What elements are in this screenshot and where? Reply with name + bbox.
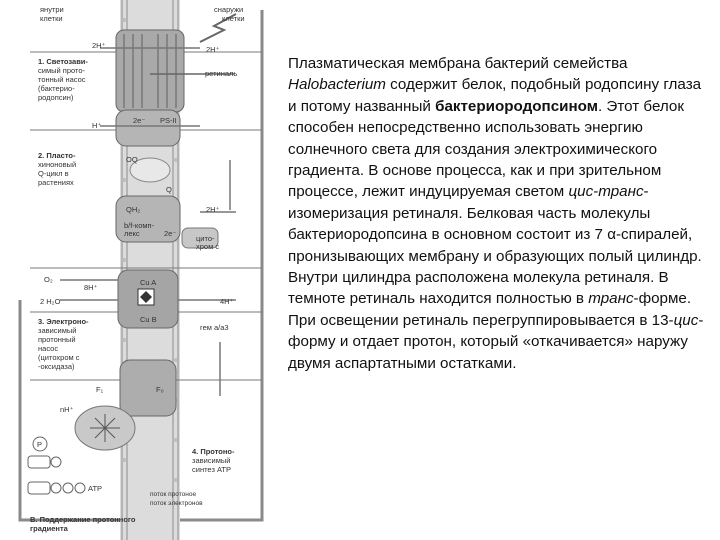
step3-label: 3. Электроно-: [38, 317, 89, 326]
svg-text:H⁺: H⁺: [92, 121, 102, 130]
svg-text:PS-II: PS-II: [160, 116, 177, 125]
svg-text:F₀: F₀: [156, 385, 164, 394]
svg-text:-оксидаза): -оксидаза): [38, 362, 75, 371]
svg-text:зависимый: зависимый: [192, 456, 231, 465]
svg-text:зависимый: зависимый: [38, 326, 77, 335]
svg-text:2e⁻: 2e⁻: [133, 116, 146, 125]
svg-text:F₁: F₁: [96, 385, 104, 394]
trans-term: транс: [588, 290, 634, 308]
svg-text:2 H₂O: 2 H₂O: [40, 297, 61, 306]
membrane-diagram: [0, 0, 285, 540]
svg-text:P: P: [37, 440, 43, 449]
svg-text:2H⁺: 2H⁺: [206, 45, 220, 54]
description-paragraph: Плазматическая мембрана бактерий семейства Halobacterium содержит белок, подобный родопсину глаза и потому названный бактериородопсином. Этот белок способен непосредственно использовать энергию солнечного света для создания электрохимического градиента. В основе процесса, как и при зрительном процессе, лежит индуцируемая светом цис-транс-изомеризация ретиналя. Белковая часть молекулы бактериородопсина в основном состоит из 7 α-спиралей, пронизывающих мембрану и образующих полый цилиндр. Внутри цилиндра расположена молекула ретиналя. В темноте ретиналь находится полностью в транс-форме. При освещении ретиналь перегруппировывается в 13-цис-форму и отдает протон, который «откачивается» наружу двумя аспартатными остатками.: [288, 55, 704, 372]
svg-text:Q-цикл в: Q-цикл в: [38, 169, 69, 178]
svg-text:(цитохром с: (цитохром с: [38, 353, 80, 362]
svg-text:тонный насос: тонный насос: [38, 75, 86, 84]
svg-text:насос: насос: [38, 344, 59, 353]
svg-text:хром с: хром с: [196, 242, 220, 251]
cis-trans-term: цис-транс: [568, 183, 644, 201]
svg-text:градиента: градиента: [30, 524, 68, 533]
svg-text:родопсин): родопсин): [38, 93, 74, 102]
bacteriorhodopsin-protein: [116, 30, 184, 112]
svg-text:QH₂: QH₂: [126, 205, 141, 214]
legend-electron-flow: поток электронов: [150, 500, 203, 507]
footer-label: B. Поддержание протонного: [30, 515, 136, 524]
svg-text:2H⁺: 2H⁺: [92, 41, 106, 50]
svg-text:клетки: клетки: [40, 14, 63, 23]
atp-synthase-fo: [120, 360, 176, 416]
svg-text:цито-: цито-: [196, 234, 215, 243]
step2-label: 2. Пласто-: [38, 151, 76, 160]
svg-text:ATP: ATP: [88, 484, 103, 493]
svg-text:хиноновый: хиноновый: [38, 160, 77, 169]
svg-text:O₂: O₂: [44, 275, 53, 284]
svg-text:Q: Q: [166, 185, 172, 194]
description-text: [288, 53, 713, 374]
svg-text:2H⁺: 2H⁺: [206, 205, 220, 214]
svg-text:симый прото-: симый прото-: [38, 66, 86, 75]
legend-proton-flow: поток протоное: [150, 491, 197, 498]
svg-text:гем a/a3: гем a/a3: [200, 323, 229, 332]
svg-text:(бактерио-: (бактерио-: [38, 84, 75, 93]
protein-name: бактериородопсином: [435, 97, 598, 115]
svg-text:растениях: растениях: [38, 178, 74, 187]
svg-text:клетки: клетки: [222, 14, 245, 23]
genus-name: Halobacterium: [288, 76, 386, 94]
svg-text:2e⁻: 2e⁻: [164, 229, 177, 238]
svg-text:OQ: OQ: [126, 155, 138, 164]
inside-cell-label: янутри: [40, 5, 64, 14]
svg-text:8H⁺: 8H⁺: [84, 283, 98, 292]
p-bead: [51, 457, 61, 467]
step4-label: 4. Протоно-: [192, 447, 235, 456]
svg-text:синтез АТР: синтез АТР: [192, 465, 231, 474]
svg-text:лекс: лекс: [124, 229, 140, 238]
cis-term: цис: [673, 311, 699, 329]
atp-icon: [28, 482, 50, 494]
svg-text:Cu B: Cu B: [140, 315, 157, 324]
outside-cell-label: снаружи: [214, 5, 244, 14]
adp-icon: [28, 456, 50, 468]
svg-text:b/f-комп-: b/f-комп-: [124, 221, 155, 230]
svg-text:протонный: протонный: [38, 335, 76, 344]
step1-label: 1. Светозави-: [38, 57, 88, 66]
svg-text:nH⁺: nH⁺: [60, 405, 74, 414]
svg-text:4H⁺: 4H⁺: [220, 297, 234, 306]
svg-text:Cu A: Cu A: [140, 278, 157, 287]
retinal-label: ретиналь: [205, 69, 238, 78]
